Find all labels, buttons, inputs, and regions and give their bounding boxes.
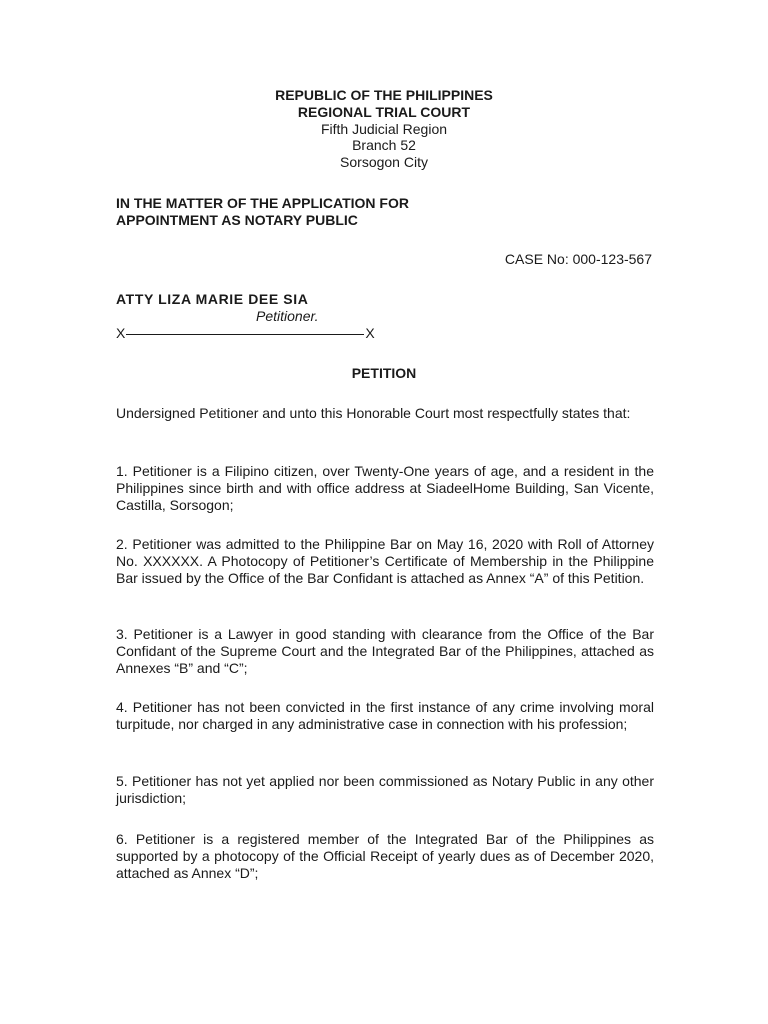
petitioner-role: Petitioner. <box>256 308 319 324</box>
case-number: CASE No: 000-123-567 <box>504 251 652 267</box>
caption-separator <box>116 325 375 342</box>
header-region: Fifth Judicial Region <box>320 120 448 137</box>
separator-line <box>126 334 364 335</box>
matter-line-2: APPOINTMENT AS NOTARY PUBLIC <box>116 211 358 228</box>
header-city: Sorsogon City <box>340 154 428 171</box>
header-republic: REPUBLIC OF THE PHILIPPINES <box>275 87 493 103</box>
court-header <box>0 87 768 171</box>
separator-left-mark: X <box>116 325 126 341</box>
paragraph-5: 5. Petitioner has not yet applied nor been commissioned as Notary Public in any other jurisdiction; <box>116 773 654 806</box>
separator-right-mark: X <box>365 325 375 341</box>
paragraph-2: 2. Petitioner was admitted to the Philippine Bar on May 16, 2020 with Roll of Attorney No. XXXXXX. A Photocopy of Petitioner’s Certificate of Membership in the Philippine Bar issued by the Office of the Bar Confidant is attached as Annex “A” of this Petition. <box>116 536 654 586</box>
matter-line-1: IN THE MATTER OF THE APPLICATION FOR <box>116 195 409 211</box>
document-title: PETITION <box>351 365 417 381</box>
header-court: REGIONAL TRIAL COURT <box>297 103 471 120</box>
header-branch: Branch 52 <box>352 137 416 154</box>
paragraph-6: 6. Petitioner is a registered member of the Integrated Bar of the Philippines as supported by a photocopy of the Official Receipt of yearly dues as of December 2020, attached as Annex “D”; <box>116 831 654 881</box>
intro-paragraph: Undersigned Petitioner and unto this Honorable Court most respectfully states that: <box>116 405 631 421</box>
matter-caption <box>116 195 409 229</box>
petitioner-name: ATTY LIZA MARIE DEE SIA <box>116 291 309 307</box>
paragraph-1: 1. Petitioner is a Filipino citizen, over Twenty-One years of age, and a resident in the Philippines since birth and with office address at SiadeelHome Building, San Vicente, Castilla, Sorsogon; <box>116 463 654 513</box>
paragraph-3: 3. Petitioner is a Lawyer in good standing with clearance from the Office of the Bar Confidant of the Supreme Court and the Integrated Bar of the Philippines, attached as Annexes “B” and “C”; <box>116 626 654 676</box>
paragraph-4: 4. Petitioner has not been convicted in the first instance of any crime involving moral turpitude, nor charged in any administrative case in connection with his profession; <box>116 699 654 732</box>
